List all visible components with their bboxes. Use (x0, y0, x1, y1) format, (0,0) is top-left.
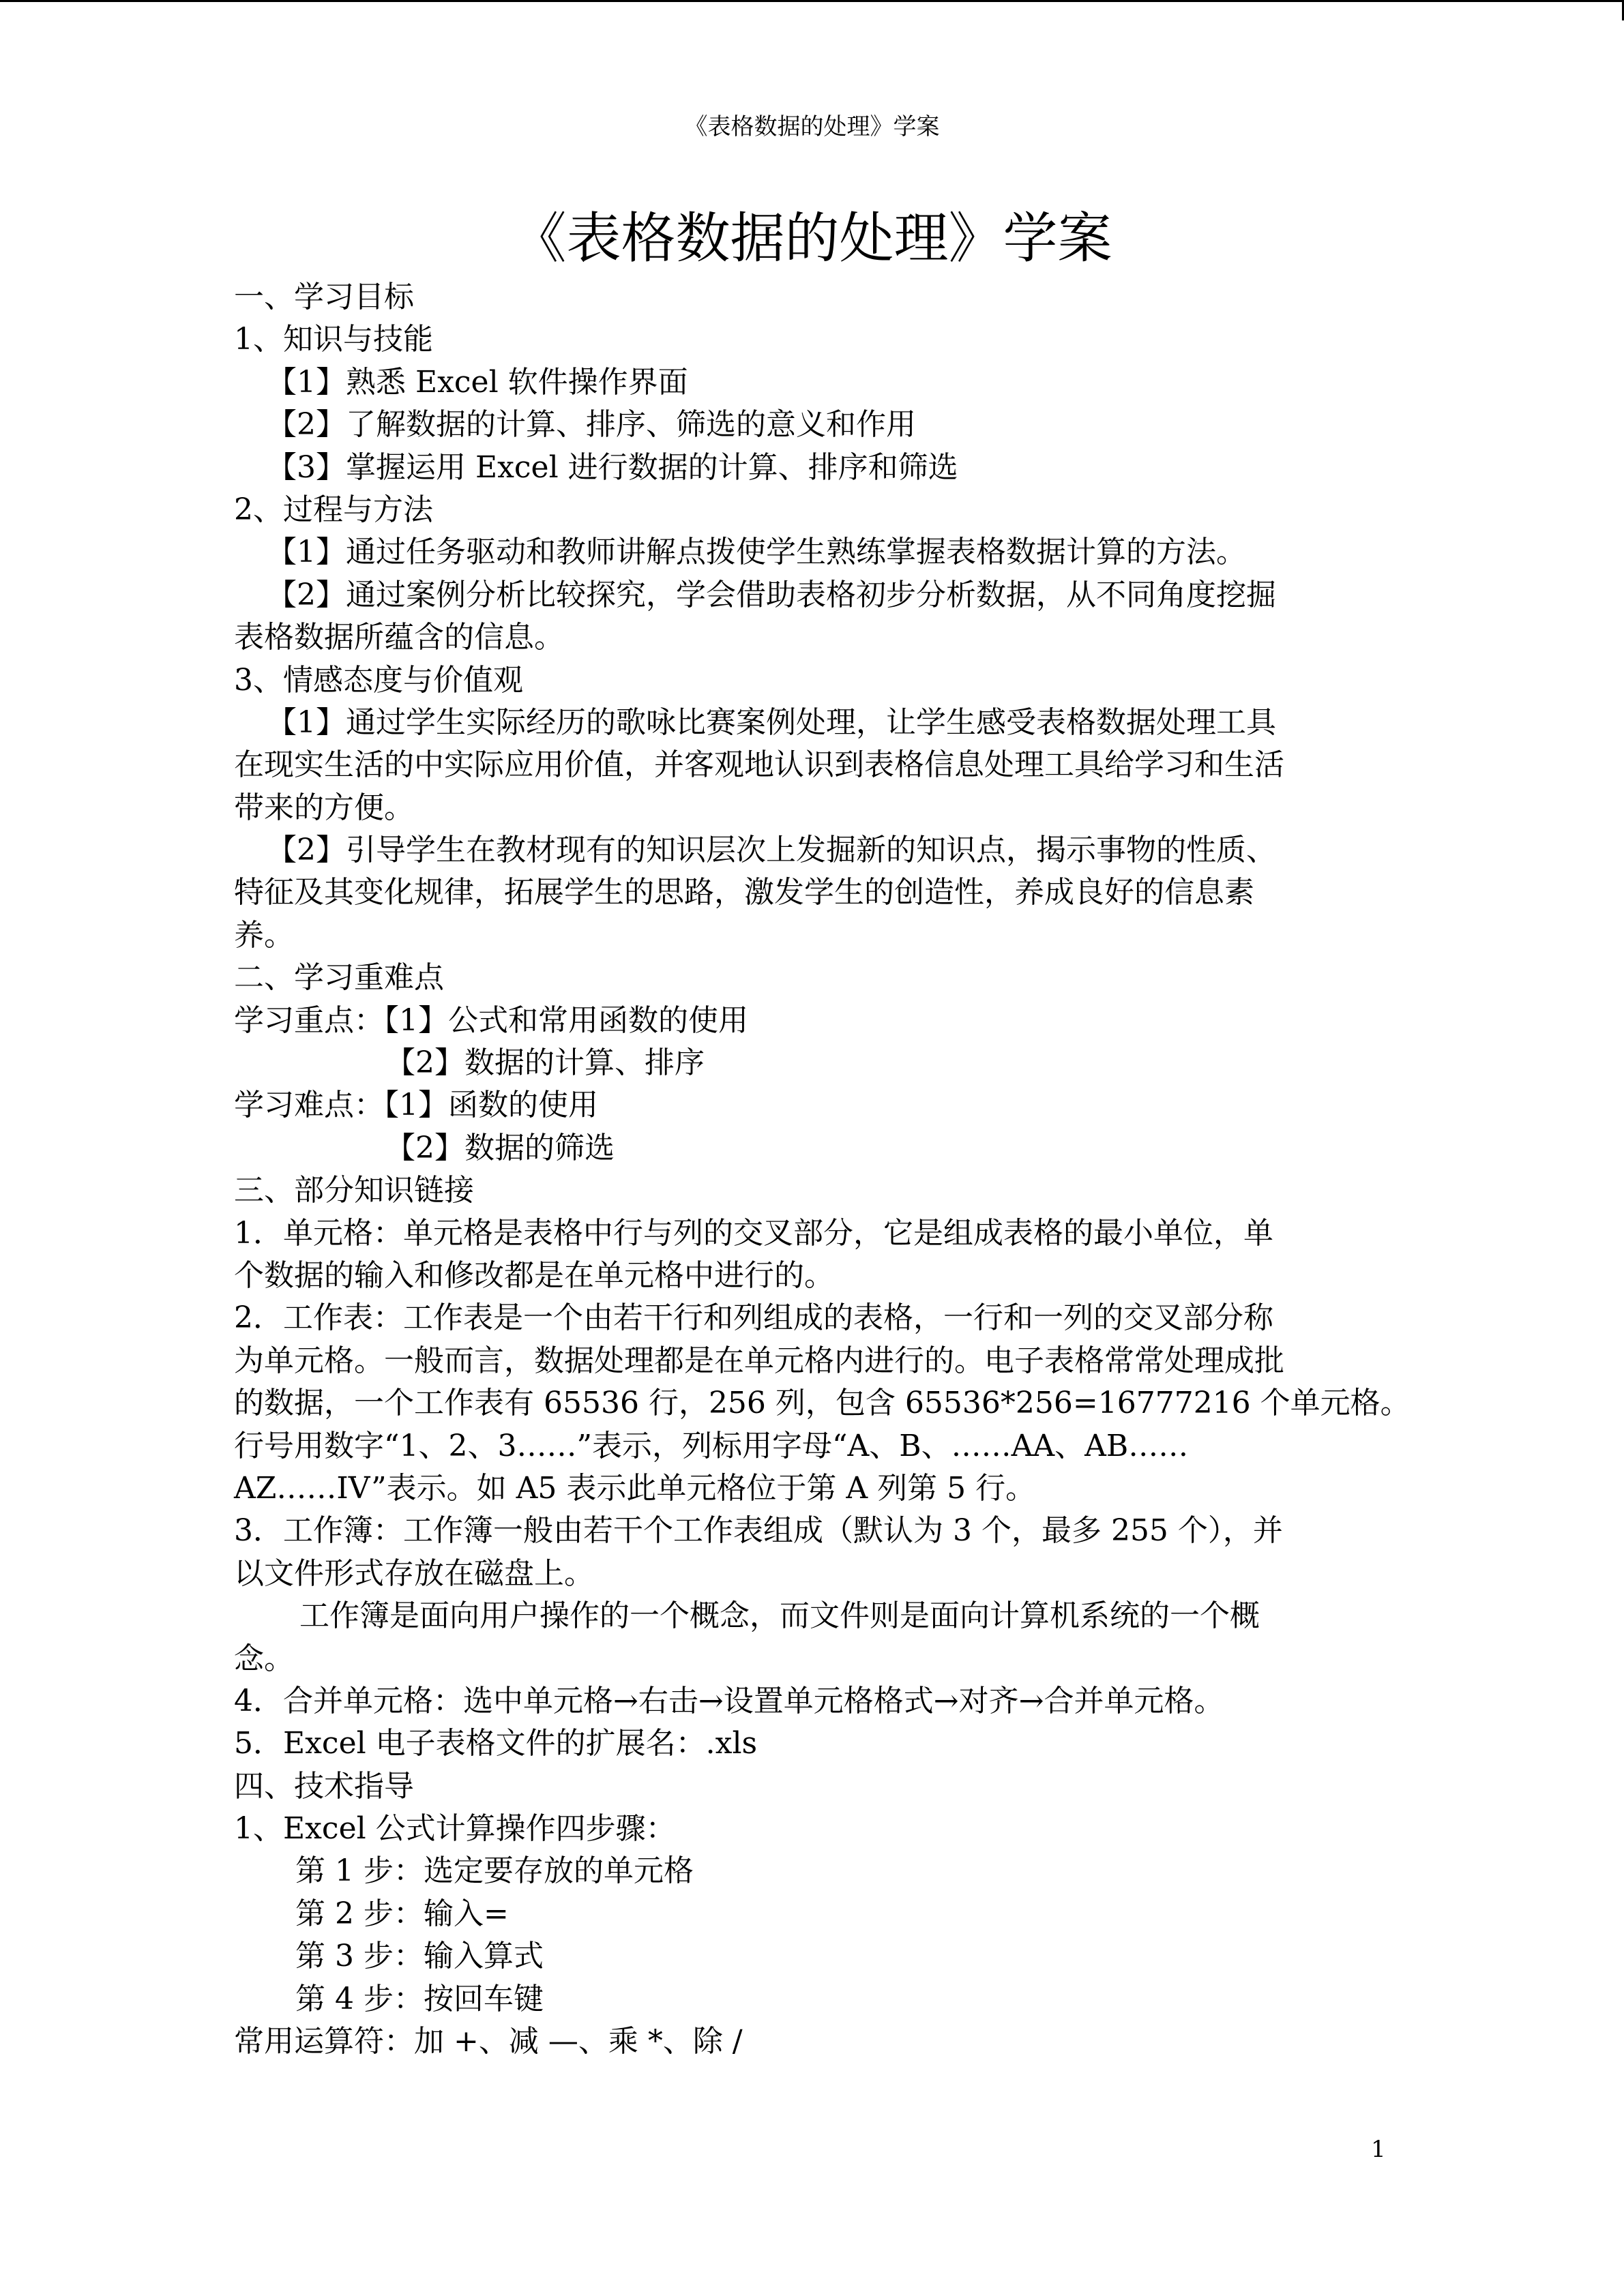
knowledge-item-continuation: 为单元格。一般而言，数据处理都是在单元格内进行的。电子表格常常处理成批 (234, 1343, 1284, 1378)
list-item: 【2】了解数据的计算、排序、筛选的意义和作用 (267, 407, 916, 443)
section-heading-key-points: 二、学习重难点 (234, 960, 444, 996)
list-item: 【2】引导学生在教材现有的知识层次上发掘新的知识点，揭示事物的性质、 (267, 833, 1276, 868)
operators-line: 常用运算符：加 +、减 —、乘 *、除 / (234, 2024, 743, 2059)
knowledge-item-continuation: 个数据的输入和修改都是在单元格中进行的。 (234, 1257, 834, 1293)
step-item: 第 1 步：选定要存放的单元格 (295, 1853, 694, 1889)
document-title: 《表格数据的处理》学案 (512, 207, 1112, 270)
step-item: 第 4 步：按回车键 (295, 1981, 544, 2016)
section-heading-technical: 四、技术指导 (234, 1768, 414, 1804)
subheading-process-method: 2、过程与方法 (234, 492, 433, 527)
list-item-continuation: 养。 (234, 917, 294, 953)
knowledge-item-continuation: 的数据，一个工作表有 65536 行，256 列，包含 65536*256=16777216 个单元格。 (234, 1386, 1411, 1421)
difficult-points-line: 【2】数据的筛选 (385, 1130, 615, 1165)
knowledge-item-continuation: AZ……IV”表示。如 A5 表示此单元格位于第 A 列第 5 行。 (234, 1470, 1036, 1506)
section-heading-knowledge-links: 三、部分知识链接 (234, 1173, 474, 1208)
key-points-line: 【2】数据的计算、排序 (385, 1045, 705, 1081)
step-item: 第 3 步：输入算式 (295, 1939, 544, 1974)
list-item: 【1】熟悉 Excel 软件操作界面 (267, 364, 688, 400)
subheading-attitude-values: 3、情感态度与价值观 (234, 662, 523, 698)
list-item: 【1】通过任务驱动和教师讲解点拨使学生熟练掌握表格数据计算的方法。 (267, 535, 1246, 570)
knowledge-item-cell: 1．单元格：单元格是表格中行与列的交叉部分，它是组成表格的最小单位，单 (234, 1215, 1273, 1251)
subheading-knowledge-skills: 1、知识与技能 (234, 322, 433, 357)
knowledge-item-worksheet: 2．工作表：工作表是一个由若干行和列组成的表格，一行和一列的交叉部分称 (234, 1300, 1273, 1336)
knowledge-item-file-extension: 5．Excel 电子表格文件的扩展名：.xls (234, 1726, 758, 1761)
knowledge-item-continuation: 工作簿是面向用户操作的一个概念，而文件则是面向计算机系统的一个概 (299, 1598, 1260, 1634)
running-header: 《表格数据的处理》学案 (684, 113, 940, 140)
knowledge-item-continuation: 念。 (234, 1641, 294, 1676)
knowledge-item-workbook: 3．工作簿：工作簿一般由若干个工作表组成（默认为 3 个，最多 255 个），并 (234, 1513, 1283, 1549)
list-item: 【1】通过学生实际经历的歌咏比赛案例处理，让学生感受表格数据处理工具 (267, 704, 1276, 740)
list-item-continuation: 在现实生活的中实际应用价值，并客观地认识到表格信息处理工具给学习和生活 (234, 747, 1284, 783)
page-number: 1 (1371, 2136, 1386, 2163)
list-item-continuation: 特征及其变化规律，拓展学生的思路，激发学生的创造性，养成良好的信息素 (234, 875, 1254, 910)
knowledge-item-continuation: 以文件形式存放在磁盘上。 (234, 1555, 594, 1591)
difficult-points-line: 学习难点：【1】函数的使用 (234, 1088, 598, 1123)
list-item: 【3】掌握运用 Excel 进行数据的计算、排序和筛选 (267, 449, 958, 485)
document-body (234, 276, 1411, 2063)
knowledge-item-continuation: 行号用数字“1、2、3……”表示，列标用字母“A、B、……AA、AB…… (234, 1428, 1189, 1463)
list-item-continuation: 表格数据所蕴含的信息。 (234, 620, 564, 655)
list-item-continuation: 带来的方便。 (234, 790, 414, 825)
knowledge-item-merge-cells: 4．合并单元格：选中单元格→右击→设置单元格格式→对齐→合并单元格。 (234, 1683, 1224, 1718)
subheading-formula-steps: 1、Excel 公式计算操作四步骤： (234, 1811, 676, 1847)
step-item: 第 2 步：输入= (295, 1896, 509, 1931)
section-heading-goals: 一、学习目标 (234, 280, 414, 314)
key-points-line: 学习重点：【1】公式和常用函数的使用 (234, 1002, 748, 1038)
list-item: 【2】通过案例分析比较探究，学会借助表格初步分析数据，从不同角度挖掘 (267, 577, 1276, 612)
top-border-line (0, 0, 1624, 2)
